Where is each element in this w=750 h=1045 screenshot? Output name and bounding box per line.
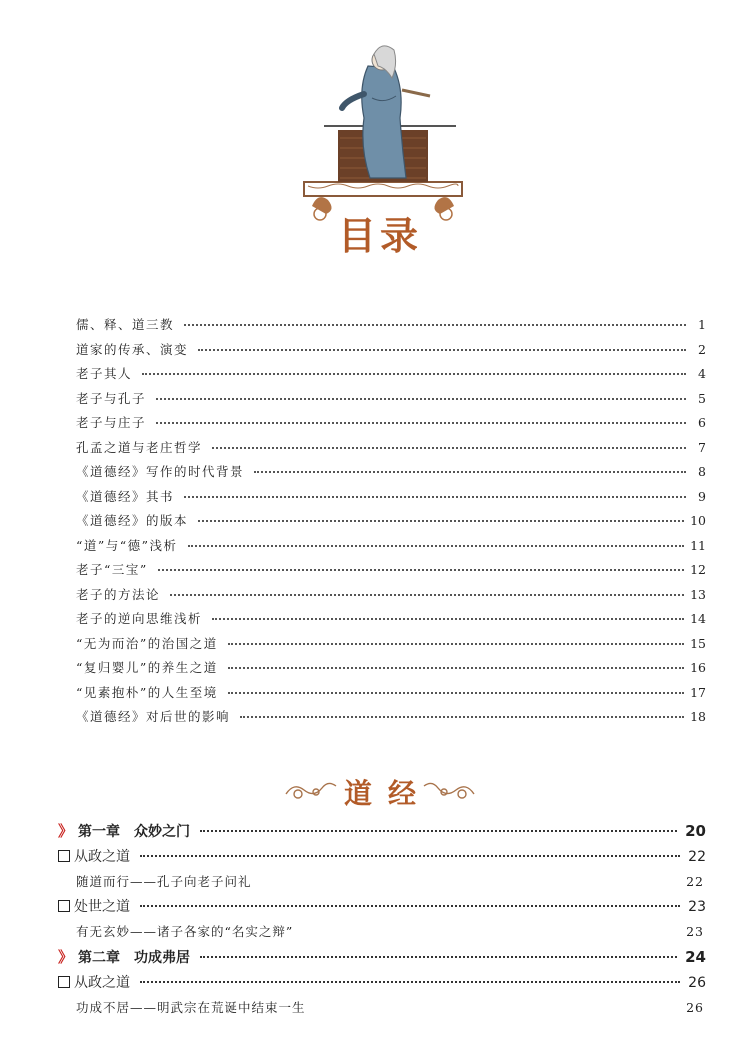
leader-dots	[200, 830, 677, 832]
section-title: 道经	[343, 777, 432, 810]
sub-item-page: 26	[686, 1000, 704, 1015]
toc-item-title: 《道德经》的版本	[76, 513, 189, 528]
section-item-page: 23	[688, 899, 706, 915]
sub-item-title: 有无玄妙——诸子各家的“名实之辩”	[76, 924, 294, 939]
sub-row[interactable]	[58, 922, 706, 946]
section-item-title: 处世之道	[74, 899, 130, 915]
leader-dots	[184, 496, 686, 498]
toc-item-title: 老子的方法论	[76, 586, 161, 602]
section-item-page: 26	[688, 975, 706, 991]
toc-item-title: 《道德经》对后世的影响	[76, 709, 231, 724]
leader-dots	[228, 692, 684, 694]
toc-item-page: 10	[690, 513, 706, 528]
toc-item[interactable]	[76, 438, 706, 463]
sub-item-title: 随道而行——孔子向老子问礼	[76, 874, 252, 889]
leader-dots	[198, 349, 686, 351]
leader-dots	[228, 643, 684, 645]
toc-item-page: 17	[690, 684, 706, 700]
toc-item-title: 老子的逆向思维浅析	[76, 611, 203, 626]
chapter-title: 第一章 众妙之门	[78, 824, 190, 840]
toc-item-title: “道”与“德”浅析	[76, 537, 178, 553]
leader-dots	[140, 855, 680, 857]
toc-item-page: 18	[690, 709, 706, 724]
section-item-page: 22	[688, 849, 706, 865]
leader-dots	[156, 398, 686, 400]
toc-item-title: 老子“三宝”	[76, 562, 148, 577]
chapter-list	[58, 820, 706, 1022]
section-row[interactable]	[58, 972, 706, 998]
section-row[interactable]	[58, 896, 706, 922]
leader-dots	[184, 324, 686, 326]
toc-item[interactable]	[76, 683, 706, 708]
leader-dots	[158, 569, 684, 571]
leader-dots	[212, 447, 686, 449]
toc-item-page: 6	[698, 415, 706, 430]
toc-item[interactable]	[76, 511, 706, 536]
toc-item-title: 老子其人	[76, 366, 133, 381]
toc-list	[76, 315, 706, 732]
toc-item[interactable]	[76, 315, 706, 340]
toc-item-page: 9	[698, 488, 706, 504]
toc-item-page: 11	[690, 537, 706, 553]
sub-item-page: 23	[686, 924, 704, 939]
leader-dots	[198, 520, 684, 522]
leader-dots	[254, 471, 686, 473]
toc-item-title: 儒、释、道三教	[76, 317, 175, 332]
toc-item[interactable]	[76, 658, 706, 683]
checkbox-icon	[58, 976, 70, 988]
toc-item-page: 15	[690, 635, 706, 651]
leader-dots	[240, 716, 684, 718]
toc-item[interactable]	[76, 536, 706, 561]
toc-item-title: “复归婴儿”的养生之道	[76, 660, 218, 675]
toc-item-title: “无为而治”的治国之道	[76, 635, 218, 651]
toc-item[interactable]	[76, 585, 706, 610]
toc-item-page: 16	[690, 660, 706, 675]
chapter-mark-icon: 》	[58, 822, 74, 840]
toc-item-title: 老子与庄子	[76, 415, 147, 430]
leader-dots	[170, 594, 684, 596]
leader-dots	[156, 422, 686, 424]
chapter-row[interactable]	[58, 820, 706, 846]
toc-item-page: 13	[690, 586, 706, 602]
toc-item[interactable]	[76, 707, 706, 732]
toc-item[interactable]	[76, 462, 706, 487]
leader-dots	[188, 545, 685, 547]
toc-item-page: 8	[698, 464, 706, 479]
chapter-page: 24	[685, 948, 706, 966]
toc-item-page: 7	[698, 439, 706, 455]
toc-item[interactable]	[76, 634, 706, 659]
toc-item-title: 道家的传承、演变	[76, 341, 189, 357]
section-item-title: 从政之道	[74, 849, 130, 865]
toc-item-title: 老子与孔子	[76, 390, 147, 406]
checkbox-icon	[58, 850, 70, 862]
toc-item-title: 《道德经》写作的时代背景	[76, 464, 245, 479]
toc-item-page: 1	[698, 317, 706, 332]
toc-item[interactable]	[76, 364, 706, 389]
sub-item-title: 功成不居——明武宗在荒诞中结束一生	[76, 1000, 306, 1015]
toc-item-page: 4	[698, 366, 706, 381]
sub-row[interactable]	[58, 998, 706, 1022]
sub-row[interactable]	[58, 872, 706, 896]
toc-item-title: 孔孟之道与老庄哲学	[76, 439, 203, 455]
toc-item[interactable]	[76, 609, 706, 634]
leader-dots	[200, 956, 677, 958]
chapter-title: 第二章 功成弗居	[78, 950, 190, 966]
toc-item-page: 12	[690, 562, 706, 577]
toc-item[interactable]	[76, 340, 706, 365]
leader-dots	[212, 618, 684, 620]
page-title: 目录	[337, 214, 422, 258]
leader-dots	[142, 373, 686, 375]
toc-item[interactable]	[76, 389, 706, 414]
chapter-page: 20	[685, 822, 706, 840]
toc-item-page: 5	[698, 390, 706, 406]
toc-item[interactable]	[76, 560, 706, 585]
section-row[interactable]	[58, 846, 706, 872]
chapter-mark-icon: 》	[58, 948, 74, 966]
chapter-row[interactable]	[58, 946, 706, 972]
toc-item-title: “见素抱朴”的人生至境	[76, 684, 218, 700]
toc-item-title: 《道德经》其书	[76, 488, 175, 504]
toc-item[interactable]	[76, 487, 706, 512]
toc-item[interactable]	[76, 413, 706, 438]
checkbox-icon	[58, 900, 70, 912]
leader-dots	[140, 981, 680, 983]
section-item-title: 从政之道	[74, 975, 130, 991]
sub-item-page: 22	[686, 874, 704, 889]
leader-dots	[228, 667, 684, 669]
toc-item-page: 14	[690, 611, 706, 626]
leader-dots	[140, 905, 680, 907]
toc-item-page: 2	[698, 341, 706, 357]
